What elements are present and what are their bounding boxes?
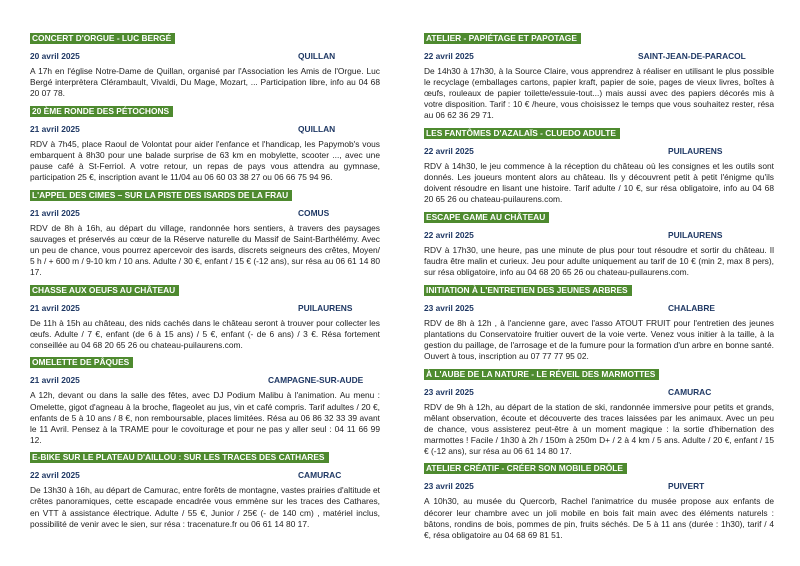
event-title: 20 ÈME RONDE DES PÉTOCHONS: [30, 106, 173, 117]
event-block: [424, 123, 774, 205]
event-meta: [30, 123, 380, 135]
event-description: RDV de 8h à 16h, au départ du village, randonnée hors sentiers, à travers des paysages sauvages et préservés au cœur de la Réserve naturelle du Massif de Saint-Barthélémy. Avec un peu de chance, vous pourrez apercevoir des isards, discrets seigneurs des crêtes, Moyen/ 5 h / + 600 m / 9-10 km / 10 ans. Adulte / 30 €, enfant / 15 € (-12 ans), sur résa au 06 61 14 80 17.: [30, 222, 380, 278]
event-description: RDV à 17h30, une heure, pas une minute de plus pour tout résoudre et sortir du château. Il faudra être malin et curieux. Jeu pour adulte uniquement au tarif de 10 € (min 2, max 8 pers), sur résa obligatoire, info au 04 68 20 65 26 ou chateau-puilaurens.com.: [424, 244, 774, 278]
event-place: CAMURAC: [668, 386, 712, 397]
left-column: [30, 28, 380, 531]
event-date: 22 avril 2025: [424, 229, 474, 240]
event-place: QUILLAN: [298, 123, 336, 134]
event-title: L'APPEL DES CIMES – SUR LA PISTE DES ISARDS DE LA FRAU: [30, 190, 292, 201]
right-column: [424, 28, 774, 542]
event-date: 21 avril 2025: [30, 123, 80, 134]
event-date: 23 avril 2025: [424, 302, 474, 313]
event-place: CHALABRE: [668, 302, 715, 313]
event-block: [424, 207, 774, 278]
event-block: [30, 280, 380, 351]
event-block: [30, 101, 380, 183]
event-meta: [424, 229, 774, 241]
event-place: PUILAURENS: [668, 229, 723, 240]
event-title: À L'AUBE DE LA NATURE - LE RÉVEIL DES MARMOTTES: [424, 369, 659, 380]
event-meta: [30, 374, 380, 386]
event-description: De 13h30 à 16h, au départ de Camurac, entre forêts de montagne, vastes prairies d'altitude et crêtes panoramiques, cette escapade encadrée vous emmène sur les traces des Cathares, en VTT à assistance électrique. Adulte / 55 €, Junior / 25€ (- de 140 cm) , matériel inclus, possibilité de venir avec le sien, sur résa : tracenature.fr ou 06 61 14 80 17.: [30, 485, 380, 529]
event-title: OMELETTE DE PÂQUES: [30, 357, 133, 368]
event-description: A 17h en l'église Notre-Dame de Quillan, organisé par l'Association les Amis de l'Orgue. Luc Bergé interprètera Clérambault, Vivaldi, Du Mage, Mozart, ... Participation libre, info au 04 68 20 07 78.: [30, 66, 380, 99]
event-date: 22 avril 2025: [424, 51, 474, 61]
event-meta: [424, 50, 774, 62]
event-title: CHASSE AUX OEUFS AU CHÂTEAU: [30, 285, 179, 296]
event-place: PUILAURENS: [298, 302, 353, 313]
event-meta: [424, 480, 774, 492]
event-meta: [30, 302, 380, 314]
event-date: 21 avril 2025: [30, 375, 80, 386]
event-block: [30, 28, 380, 99]
event-title: LES FANTÔMES D'AZALAÏS - CLUEDO ADULTE: [424, 128, 620, 139]
event-place: CAMURAC: [298, 470, 342, 481]
event-block: [424, 28, 774, 121]
event-date: 20 avril 2025: [30, 51, 80, 61]
event-title: E-BIKE SUR LE PLATEAU D'AILLOU : SUR LES TRACES DES CATHARES: [30, 452, 329, 463]
event-description: De 11h à 15h au château, des nids cachés dans le château seront à trouver pour collecter les œufs. Adulte / 7 €, enfant (de 6 à 15 ans) / 5 €, enfant (- de 6 ans) / 3 €. Résa fortement conseillée au 04 68 20 65 26 ou chateau-puilaurens.com.: [30, 317, 380, 350]
event-meta: [30, 207, 380, 219]
event-date: 22 avril 2025: [424, 145, 474, 156]
event-title: ESCAPE GAME AU CHÂTEAU: [424, 212, 549, 223]
event-place: COMUS: [298, 207, 330, 218]
event-meta: [424, 386, 774, 398]
event-date: 21 avril 2025: [30, 207, 80, 218]
event-meta: [30, 50, 380, 62]
event-place: PUIVERT: [668, 481, 705, 492]
event-block: [424, 364, 774, 457]
event-description: RDV à 14h30, le jeu commence à la réception du château où les consignes et les outils sont donnés. Les joueurs montent alors au château. Ils y découvrent petit à petit l'énigme qu'ils doivent résoudre en lisant une histoire. Tarif adulte / 10 €, sur résa obligatoire, info au 04 68 20 65 26 ou chateau-puilaurens.com.: [424, 160, 774, 205]
event-block: [30, 447, 380, 529]
event-title: CONCERT D'ORGUE - LUC BERGÉ: [30, 33, 175, 44]
event-block: [424, 458, 774, 540]
event-description: RDV à 7h45, place Raoul de Volontat pour aider l'enfance et l'handicap, les Papymob's vous embarquent à 8h30 pour une balade surprise de 63 km en mobylette, scooter ..., avec une pause café à St-Ferriol. A votre retour, un repas de pays vous attendra au gymnase, participation 25 €, inscription avant le 11/04 au 06 60 03 38 27 ou 06 66 75 94 96.: [30, 138, 380, 183]
event-block: [30, 185, 380, 278]
event-description: A 10h30, au musée du Quercorb, Rachel l'animatrice du musée propose aux enfants de décorer leur chambre avec un joli mobile en bois fait main avec des éléments naturels : bâtons, rondins de bois, pommes de pin, fruits séchés. De 5 à 11 ans (durée : 1h30), tarif / 4 €, résa obligatoire au 04 68 69 81 51.: [424, 496, 774, 540]
event-place: PUILAURENS: [668, 145, 723, 156]
event-description: RDV de 9h à 12h, au départ de la station de ski, randonnée immersive pour petits et grands, mêlant observation, écoute et découverte des traces laissées par les animaux. Avec un peu de chance, vous assisterez peut-être à un moment magique : la sortie d'hibernation des marmottes ! Facile / 1h30 à 2h / 150m à 250m D+ / 2 à 4 km / 5 ans. Adulte / 20 €, enfant / 15 € (-12 ans), sur résa au 06 61 14 80 17.: [424, 401, 774, 456]
event-date: 23 avril 2025: [424, 386, 474, 397]
event-meta: [30, 469, 380, 481]
event-title: ATELIER - PAPIÉTAGE ET PAPOTAGE: [424, 33, 581, 44]
event-place: CAMPAGNE-SUR-AUDE: [268, 375, 364, 386]
event-description: RDV de 8h à 12h , à l'ancienne gare, avec l'asso ATOUT FRUIT pour l'entretien des jeunes plantations du Conservatoire fruitier ouvert de la voie verte. Venez vous initier à la taille, à la gestion du paillage, de l'arrosage et de la fumure pour la formation d'un arbre en bonne santé. Ouvert à tous, inscription au 07 77 77 95 02.: [424, 317, 774, 361]
event-block: [30, 352, 380, 445]
event-block: [424, 280, 774, 362]
event-place: QUILLAN: [298, 51, 336, 61]
event-meta: [424, 145, 774, 157]
event-date: 22 avril 2025: [30, 470, 80, 481]
event-place: SAINT-JEAN-DE-PARACOL: [638, 51, 746, 61]
event-date: 23 avril 2025: [424, 481, 474, 492]
event-description: De 14h30 à 17h30, à la Source Claire, vous apprendrez à réaliser en utilisant le plus possible le recyclage (emballages cartons, papier kraft, papier de soie, pages de vieux livres, boîtes à œufs, rouleaux de papier toilette/essuie-tout...) mais aussi avec des papiers décorés mis à votre disposition. Tarif : 10 € /heure, vous choisissez le temps que vous souhaitez rester, résa au 06 62 36 29 71.: [424, 66, 774, 121]
event-date: 21 avril 2025: [30, 302, 80, 313]
event-title: INITIATION À L'ENTRETIEN DES JEUNES ARBRES: [424, 285, 632, 296]
event-meta: [424, 302, 774, 314]
event-description: A 12h, devant ou dans la salle des fêtes, avec DJ Podium Malibu à l'animation. Au menu : Omelette, gigot d'agneau à la broche, flageolet au jus, vin et café compris. Tarif adultes / 20 €, enfants de 5 à 10 ans / 8 €, non remboursable, places limitées. Résa au 06 86 32 33 39 avant le 11 Avril. Pensez à la TRAME pour le covoiturage et pour ne pas y aller seul : 04 11 66 99 12.: [30, 390, 380, 445]
event-title: ATELIER CRÉATIF - CRÉER SON MOBILE DRÔLE: [424, 463, 627, 474]
